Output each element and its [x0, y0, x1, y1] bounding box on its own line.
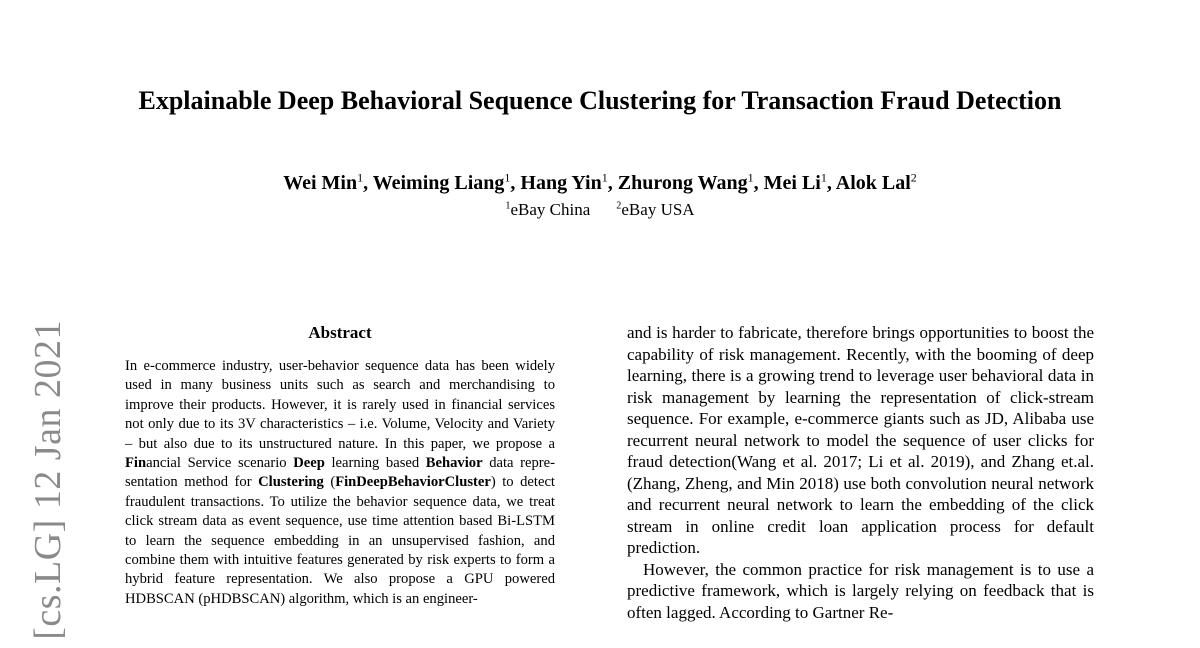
arxiv-identifier-stamp: [28, 320, 68, 648]
affiliation-list: [130, 198, 1070, 222]
arxiv-stamp-text: [cs.LG] 12 Jan 2021: [27, 320, 69, 640]
author: Zhurong Wang$^1$,: [617, 170, 764, 194]
abstract-body: In e-commerce industry, user-behavior sequence data has been widely used in many business units such as search and merchandising to improve their products. However, it is rarely used in financial services not only due to its 3V characteristics – i.e. Volume, Velocity and Variety – but also due to its unstructured nature. In this paper, we propose a Financial Service scenario Deep learning based Behavior data representation method for Clustering (FinDeepBehaviorCluster) to detect fraudulent transactions. To utilize the behavior sequence data, we treat click stream data as event sequence, use time attention based Bi-LSTM to learn the sequence embedding in an unsupervised fashion, and combine them with intuitive features generated by risk experts to form a hybrid feature representation. We also propose a GPU powered HDBSCAN (pHDBSCAN) algorithm, which is an engineer-: [125, 358, 555, 607]
body-paragraph: and is harder to fabricate, therefore brings opportunities to boost the capability of risk management. Recently, with the booming of deep learning, there is a growing trend to leverage user behavioral data in risk management by learning the representation of click-stream sequence. For example, e-commerce giants such as JD, Alibaba use recurrent neural network to model the sequence of user clicks for fraud detection(Wang et al. 2017; Li et al. 2019), and Zhang et.al. (Zhang, Zheng, and Min 2018) use both convolution neural network and recurrent neural network to learn the embedding of the click stream in online credit loan application process for default prediction.: [627, 323, 1094, 557]
paper-title: Explainable Deep Behavioral Sequence Clustering for Transaction Fraud Detection: [138, 86, 1062, 115]
abstract-heading: Abstract: [308, 323, 372, 342]
affiliation: $^1$eBay China: [505, 200, 591, 219]
author: Mei Li$^1$,: [763, 170, 836, 194]
author: Wei Min$^1$,: [283, 170, 373, 194]
body-column-right: [627, 322, 1094, 623]
author: Weiming Liang$^1$,: [372, 170, 521, 194]
affiliation: $^2$eBay USA: [616, 200, 695, 219]
author: Hang Yin$^1$,: [520, 170, 618, 194]
author-list: [130, 170, 1070, 196]
author: Alok Lal$^2$: [835, 170, 917, 194]
body-paragraph: However, the common practice for risk management is to use a predictive framework, which is largely relying on feedback that is often lagged. According to Gartner Re-: [627, 559, 1094, 622]
